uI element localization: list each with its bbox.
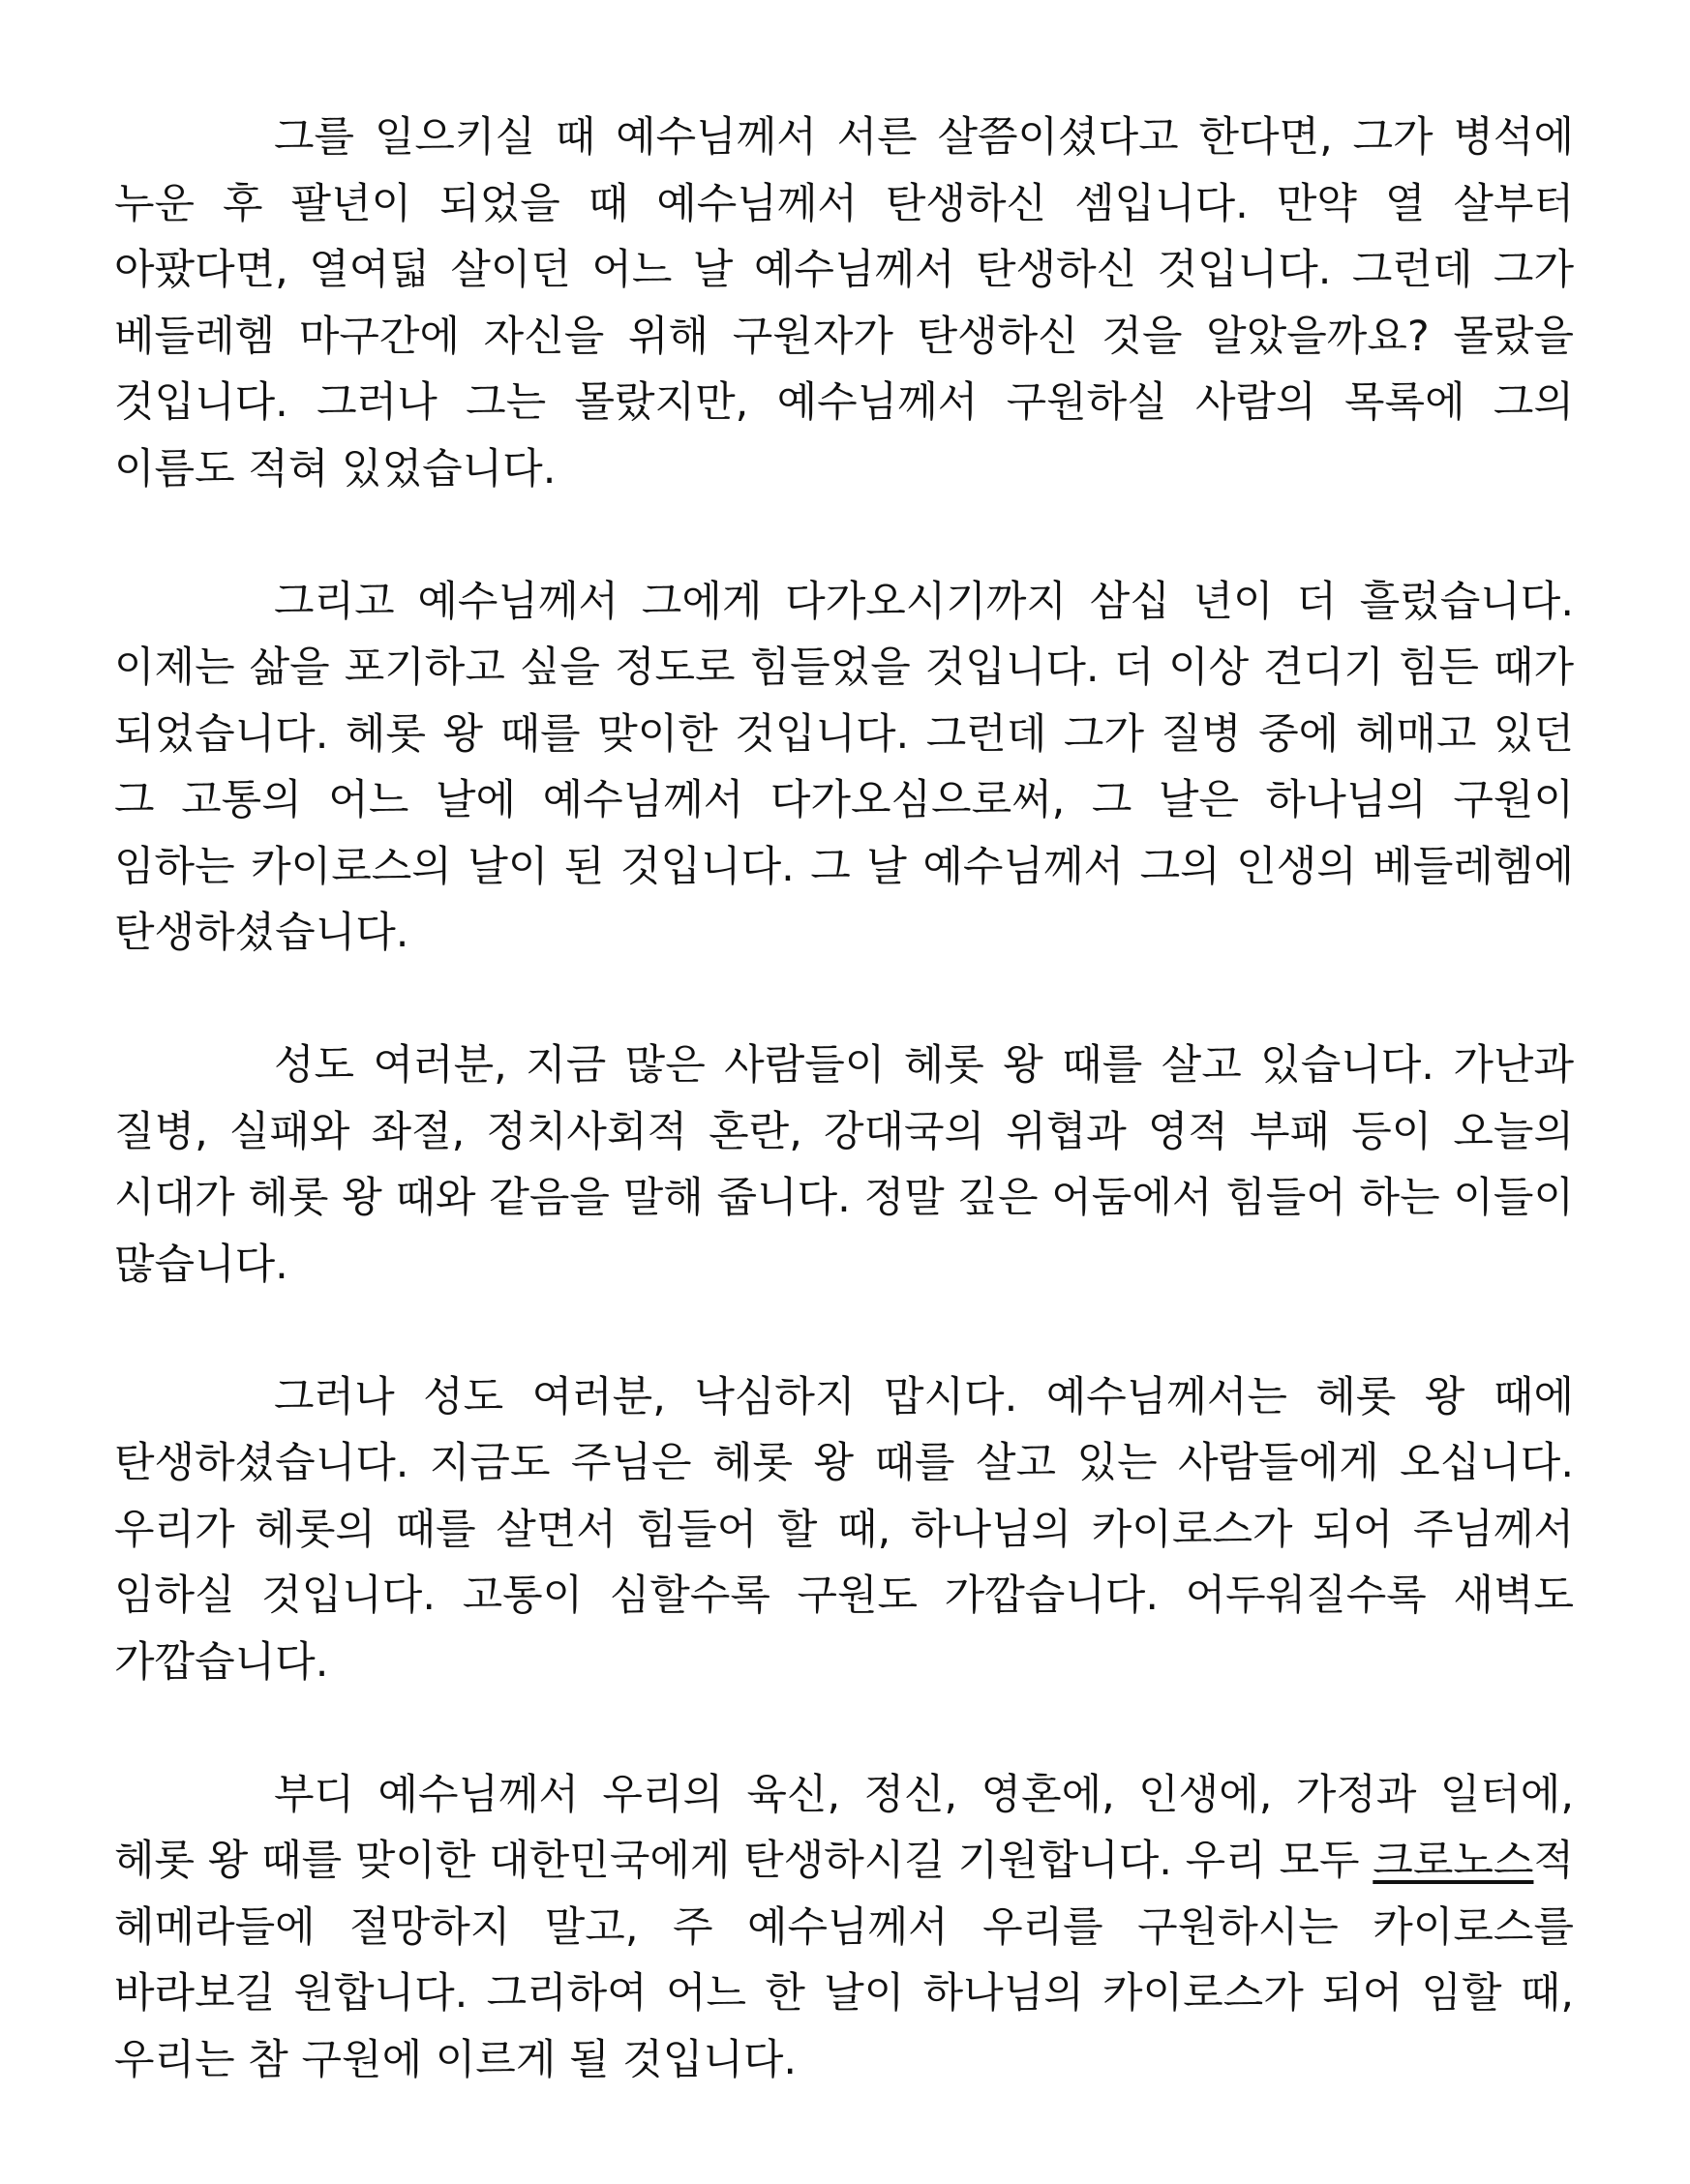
paragraph-5-text-end: 적 헤메라들에 절망하지 말고, 주 예수님께서 우리를 구원하시는 카이로스를 바라보길 원합니다. 그리하여 어느 한 날이 하나님의 카이로스가 되어 임할 때, 우리는 참 구원에 이르게 될 것입니다. — [114, 1837, 1574, 2084]
underlined-term-chronos: 크로노스 — [1373, 1837, 1534, 1885]
paragraph-5 — [114, 1762, 1574, 2094]
paragraph-4: 그러나 성도 여러분, 낙심하지 맙시다. 예수님께서는 헤롯 왕 때에 탄생하셨습니다. 지금도 주님은 헤롯 왕 때를 살고 있는 사람들에게 오십니다. 우리가 헤롯의 때를 살면서 힘들어 할 때, 하나님의 카이로스가 되어 주님께서 임하실 것입니다. 고통이 심할수록 구원도 가깝습니다. 어두워질수록 새벽도 가깝습니다. — [114, 1372, 1574, 1687]
paragraph-5-text-start: 부디 예수님께서 우리의 육신, 정신, 영혼에, 인생에, 가정과 일터에, 헤롯 왕 때를 맞이한 대한민국에게 탄생하시길 기원합니다. 우리 모두 — [114, 1770, 1574, 1885]
paragraph-3: 성도 여러분, 지금 많은 사람들이 헤롯 왕 때를 살고 있습니다. 가난과 질병, 실패와 좌절, 정치사회적 혼란, 강대국의 위협과 영적 부패 등이 오늘의 시대가 헤롯 왕 때와 같음을 말해 줍니다. 정말 깊은 어둠에서 힘들어 하는 이들이 많습니다. — [114, 1041, 1574, 1289]
document-body — [114, 105, 1574, 2093]
paragraph-2: 그리고 예수님께서 그에게 다가오시기까지 삼십 년이 더 흘렀습니다. 이제는 삶을 포기하고 싶을 정도로 힘들었을 것입니다. 더 이상 견디기 힘든 때가 되었습니다. 헤롯 왕 때를 맞이한 것입니다. 그런데 그가 질병 중에 헤매고 있던 그 고통의 어느 날에 예수님께서 다가오심으로써, 그 날은 하나님의 구원이 임하는 카이로스의 날이 된 것입니다. 그 날 예수님께서 그의 인생의 베들레헴에 탄생하셨습니다. — [114, 577, 1574, 957]
paragraph-1: 그를 일으키실 때 예수님께서 서른 살쯤이셨다고 한다면, 그가 병석에 누운 후 팔년이 되었을 때 예수님께서 탄생하신 셈입니다. 만약 열 살부터 아팠다면, 열여덟 살이던 어느 날 예수님께서 탄생하신 것입니다. 그런데 그가 베들레헴 마구간에 자신을 위해 구원자가 탄생하신 것을 알았을까요? 몰랐을 것입니다. 그러나 그는 몰랐지만, 예수님께서 구원하실 사람의 목록에 그의 이름도 적혀 있었습니다. — [114, 113, 1574, 494]
